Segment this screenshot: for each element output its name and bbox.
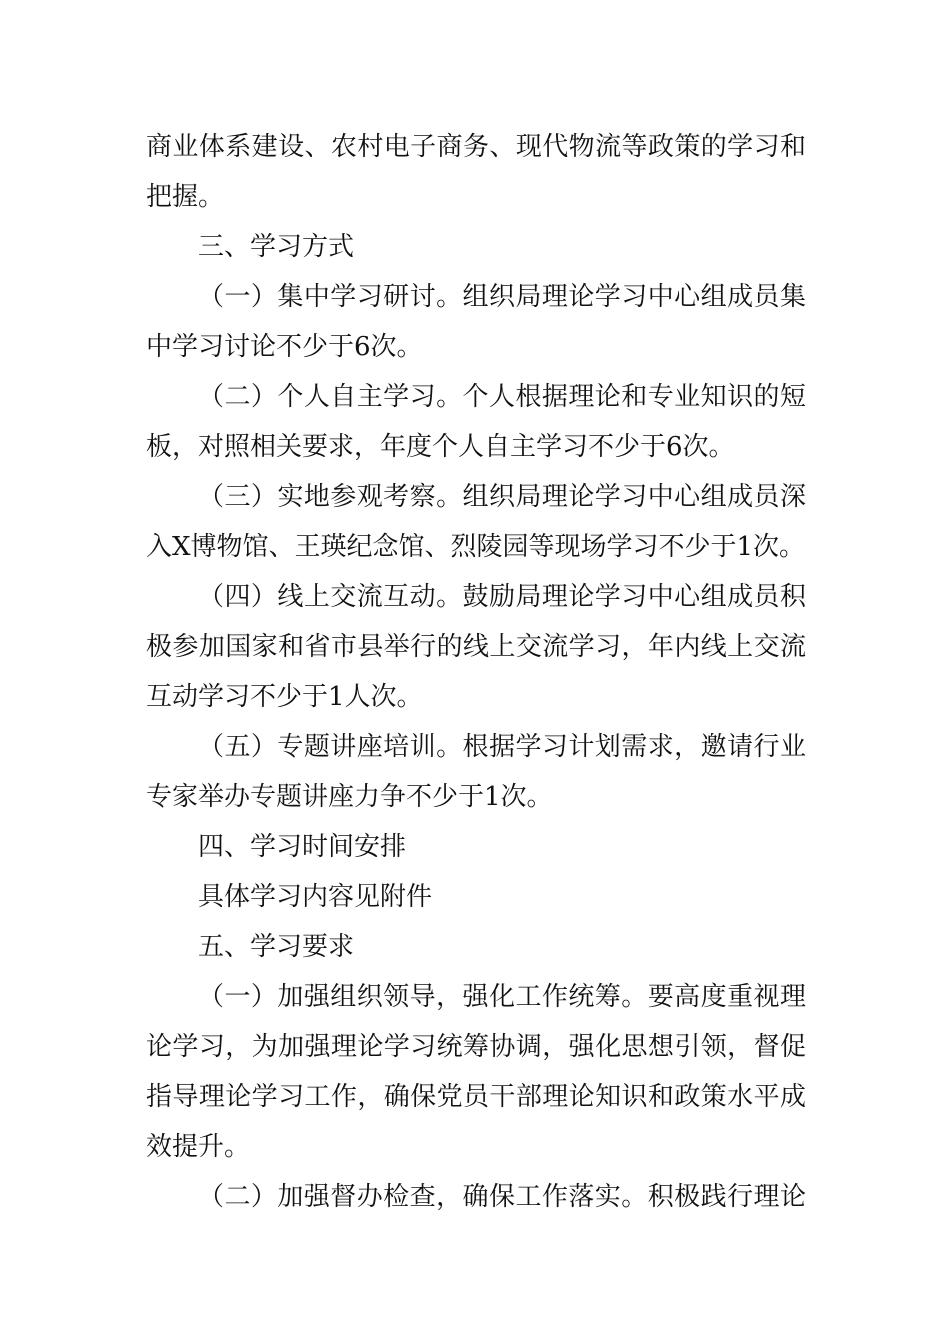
- text-line: 商业体系建设、农村电子商务、现代物流等政策的学习和: [146, 132, 806, 162]
- text-line: （一）集中学习研讨。组织局理论学习中心组成员集: [198, 282, 806, 312]
- text-line: 极参加国家和省市县举行的线上交流学习，年内线上交流: [146, 632, 806, 662]
- text-line: 入X博物馆、王瑛纪念馆、烈陵园等现场学习不少于1次。: [146, 532, 806, 562]
- heading-line: 三、学习方式: [198, 232, 355, 262]
- paragraph-requirement-2: [146, 1172, 806, 1222]
- text-line: 指导理论学习工作，确保党员干部理论知识和政策水平成: [146, 1082, 806, 1112]
- text-line: 具体学习内容见附件: [198, 882, 433, 912]
- document-body: [146, 122, 806, 1222]
- text-line: 互动学习不少于1人次。: [146, 682, 423, 712]
- text-line: 板，对照相关要求，年度个人自主学习不少于6次。: [146, 432, 735, 462]
- text-line: （四）线上交流互动。鼓励局理论学习中心组成员积: [198, 582, 806, 612]
- text-line: 把握。: [146, 182, 225, 212]
- text-line: （三）实地参观考察。组织局理论学习中心组成员深: [198, 482, 806, 512]
- text-line: 专家举办专题讲座力争不少于1次。: [146, 782, 553, 812]
- heading-line: 四、学习时间安排: [198, 832, 407, 862]
- section-heading-requirements: [146, 922, 806, 972]
- text-line: 中学习讨论不少于6次。: [146, 332, 423, 362]
- paragraph-method-3: [146, 472, 806, 572]
- paragraph-method-2: [146, 372, 806, 472]
- paragraph-requirement-1: [146, 972, 806, 1172]
- paragraph-method-5: [146, 722, 806, 822]
- text-line: 效提升。: [146, 1132, 251, 1162]
- paragraph-method-4: [146, 572, 806, 722]
- paragraph-attachment-note: [146, 872, 806, 922]
- text-line: （二）个人自主学习。个人根据理论和专业知识的短: [198, 382, 806, 412]
- paragraph-method-1: [146, 272, 806, 372]
- text-line: 论学习，为加强理论学习统筹协调，强化思想引领，督促: [146, 1032, 806, 1062]
- paragraph-policy-continuation: [146, 122, 806, 222]
- text-line: （二）加强督办检查，确保工作落实。积极践行理论: [198, 1182, 806, 1212]
- heading-line: 五、学习要求: [198, 932, 355, 962]
- text-line: （五）专题讲座培训。根据学习计划需求，邀请行业: [198, 732, 806, 762]
- section-heading-schedule: [146, 822, 806, 872]
- text-line: （一）加强组织领导，强化工作统筹。要高度重视理: [198, 982, 806, 1012]
- section-heading-study-methods: [146, 222, 806, 272]
